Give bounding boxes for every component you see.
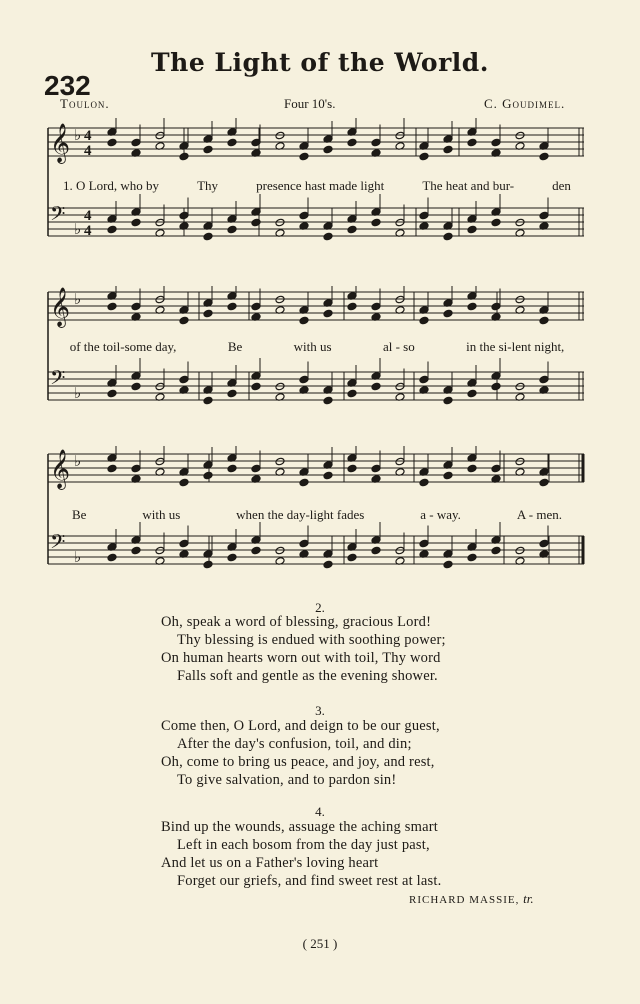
notehead <box>539 375 549 384</box>
notehead <box>347 138 357 147</box>
notehead <box>443 309 453 318</box>
notehead <box>419 375 429 384</box>
notehead <box>443 145 453 154</box>
lyric: Be <box>227 339 243 354</box>
lyrics-line-1 <box>44 178 590 194</box>
bass-clef-icon: 𝄢 <box>50 202 66 230</box>
notehead <box>251 464 261 473</box>
notehead <box>275 382 285 391</box>
notehead <box>155 546 165 555</box>
notehead <box>347 389 357 398</box>
lyric: when the day-light fades <box>236 507 365 522</box>
verse-line: After the day's confusion, toil, and din; <box>177 736 412 752</box>
key-flat-icon: ♭ <box>74 222 82 238</box>
verse-line: Forget our griefs, and find sweet rest at last. <box>177 873 442 889</box>
notehead <box>515 457 525 466</box>
notehead <box>131 302 141 311</box>
notehead <box>179 211 189 220</box>
tune-name: Toulon. <box>60 96 110 111</box>
verse-line: Left in each bosom from the day just past, <box>177 837 430 853</box>
notehead <box>107 225 117 234</box>
notehead <box>155 295 165 304</box>
notehead <box>491 138 501 147</box>
verse-line: Oh, speak a word of blessing, gracious Lord! <box>161 614 432 630</box>
lyric: a - way. <box>420 507 461 522</box>
notehead <box>395 382 405 391</box>
notehead <box>155 382 165 391</box>
notehead <box>443 471 453 480</box>
verse-line: Thy blessing is endued with soothing power; <box>177 632 446 648</box>
notehead <box>155 457 165 466</box>
stanza-number: 2. <box>315 600 325 615</box>
notehead <box>515 382 525 391</box>
music-system-1 <box>44 118 590 278</box>
lyric: with us <box>142 507 181 522</box>
key-flat-icon: ♭ <box>74 128 82 144</box>
notehead <box>419 152 429 161</box>
notehead <box>371 218 381 227</box>
key-flat-icon: ♭ <box>74 292 82 308</box>
notehead <box>395 131 405 140</box>
notehead <box>491 382 501 391</box>
notehead <box>275 295 285 304</box>
notehead <box>323 471 333 480</box>
notehead <box>371 382 381 391</box>
notehead <box>155 218 165 227</box>
notehead <box>203 471 213 480</box>
notehead <box>539 152 549 161</box>
verse-line: Falls soft and gentle as the evening shower. <box>177 668 438 684</box>
notehead <box>467 389 477 398</box>
hymn-number: 232 <box>44 70 91 101</box>
staff-system-2-notation <box>44 286 590 436</box>
notehead <box>227 138 237 147</box>
notehead <box>347 225 357 234</box>
author-credit <box>409 891 534 907</box>
staff-system-1-notation <box>44 118 590 278</box>
notehead <box>227 389 237 398</box>
verse-line: To give salvation, and to pardon sin! <box>177 772 397 788</box>
notehead <box>179 478 189 487</box>
notehead <box>347 302 357 311</box>
notehead <box>299 211 309 220</box>
lyric: 1. O Lord, who by <box>63 178 160 193</box>
notehead <box>395 218 405 227</box>
notehead <box>419 539 429 548</box>
notehead <box>107 464 117 473</box>
notehead <box>371 464 381 473</box>
author-name: RICHARD MASSIE, <box>409 894 520 906</box>
treble-clef-icon: 𝄞 <box>50 287 71 327</box>
lyric: den <box>552 178 571 193</box>
treble-clef-icon: 𝄞 <box>50 123 71 163</box>
notehead <box>275 131 285 140</box>
key-flat-icon: ♭ <box>74 386 82 402</box>
notehead <box>227 553 237 562</box>
notehead <box>395 457 405 466</box>
lyrics-line-2 <box>44 339 590 355</box>
notehead <box>131 546 141 555</box>
notehead <box>515 295 525 304</box>
notehead <box>443 560 453 569</box>
verse-line: Come then, O Lord, and deign to be our guest, <box>161 718 440 734</box>
notehead <box>539 478 549 487</box>
notehead <box>467 138 477 147</box>
notehead <box>491 218 501 227</box>
stanza-number: 3. <box>315 703 325 718</box>
notehead <box>347 464 357 473</box>
notehead <box>299 539 309 548</box>
notehead <box>155 131 165 140</box>
notehead <box>323 309 333 318</box>
notehead <box>539 316 549 325</box>
bass-clef-icon: 𝄢 <box>50 530 66 558</box>
stanza-number: 4. <box>315 804 325 819</box>
lyric: al - so <box>382 339 415 354</box>
notehead <box>203 560 213 569</box>
notehead <box>467 225 477 234</box>
notehead <box>323 145 333 154</box>
time-signature-top: 4 <box>84 208 92 224</box>
notehead <box>443 396 453 405</box>
verse-line: Bind up the wounds, assuage the aching smart <box>161 819 439 835</box>
notehead <box>227 302 237 311</box>
page-number: ( 251 ) <box>302 936 338 951</box>
notehead <box>371 138 381 147</box>
lyric: A - men. <box>516 507 562 522</box>
notehead <box>179 539 189 548</box>
notehead <box>251 382 261 391</box>
notehead <box>203 396 213 405</box>
notehead <box>419 316 429 325</box>
notehead <box>275 218 285 227</box>
notehead <box>395 546 405 555</box>
music-system-2 <box>44 286 590 436</box>
time-signature-bottom: 4 <box>84 143 92 159</box>
notehead <box>323 560 333 569</box>
notehead <box>203 232 213 241</box>
notehead <box>299 316 309 325</box>
notehead <box>539 539 549 548</box>
lyric: in the si-lent night, <box>466 339 565 354</box>
lyric: Be <box>71 507 87 522</box>
notehead <box>395 295 405 304</box>
notehead <box>227 464 237 473</box>
notehead <box>467 464 477 473</box>
verse-line: Oh, come to bring us peace, and joy, and rest, <box>161 754 435 770</box>
notehead <box>323 396 333 405</box>
lyric: presence hast made light <box>256 178 385 193</box>
bass-clef-icon: 𝄢 <box>50 366 66 394</box>
notehead <box>371 546 381 555</box>
verse-line: On human hearts worn out with toil, Thy word <box>161 650 441 666</box>
notehead <box>515 218 525 227</box>
notehead <box>467 553 477 562</box>
translator-mark: tr. <box>523 891 534 906</box>
meter: Four 10's. <box>284 96 336 111</box>
notehead <box>107 138 117 147</box>
treble-clef-icon: 𝄞 <box>50 449 71 489</box>
key-flat-icon: ♭ <box>74 454 82 470</box>
notehead <box>251 546 261 555</box>
notehead <box>419 478 429 487</box>
lyric: of the toil-some day, <box>69 339 177 354</box>
notehead <box>203 309 213 318</box>
key-flat-icon: ♭ <box>74 550 82 566</box>
verse-line: And let us on a Father's loving heart <box>161 855 379 871</box>
lyrics-line-3 <box>44 507 590 523</box>
notehead <box>107 302 117 311</box>
time-signature-bottom: 4 <box>84 223 92 239</box>
notehead <box>299 478 309 487</box>
composer: C. Goudimel. <box>484 96 566 111</box>
notehead <box>443 232 453 241</box>
notehead <box>131 464 141 473</box>
notehead <box>131 382 141 391</box>
notehead <box>299 152 309 161</box>
notehead <box>107 389 117 398</box>
notehead <box>515 131 525 140</box>
notehead <box>491 302 501 311</box>
notehead <box>275 546 285 555</box>
notehead <box>347 553 357 562</box>
music-system-3 <box>44 446 590 596</box>
notehead <box>371 302 381 311</box>
lyric: with us <box>293 339 332 354</box>
lyric: The heat and bur- <box>422 178 515 193</box>
notehead <box>491 464 501 473</box>
notehead <box>227 225 237 234</box>
notehead <box>299 375 309 384</box>
hymn-title: The Light of the World. <box>151 48 489 77</box>
notehead <box>203 145 213 154</box>
time-signature-top: 4 <box>84 128 92 144</box>
notehead <box>419 211 429 220</box>
notehead <box>179 316 189 325</box>
notehead <box>515 546 525 555</box>
notehead <box>539 211 549 220</box>
lyric: Thy <box>197 178 219 193</box>
notehead <box>251 302 261 311</box>
notehead <box>107 553 117 562</box>
notehead <box>323 232 333 241</box>
notehead <box>179 375 189 384</box>
notehead <box>491 546 501 555</box>
notehead <box>131 218 141 227</box>
notehead <box>467 302 477 311</box>
notehead <box>179 152 189 161</box>
notehead <box>275 457 285 466</box>
notehead <box>131 138 141 147</box>
